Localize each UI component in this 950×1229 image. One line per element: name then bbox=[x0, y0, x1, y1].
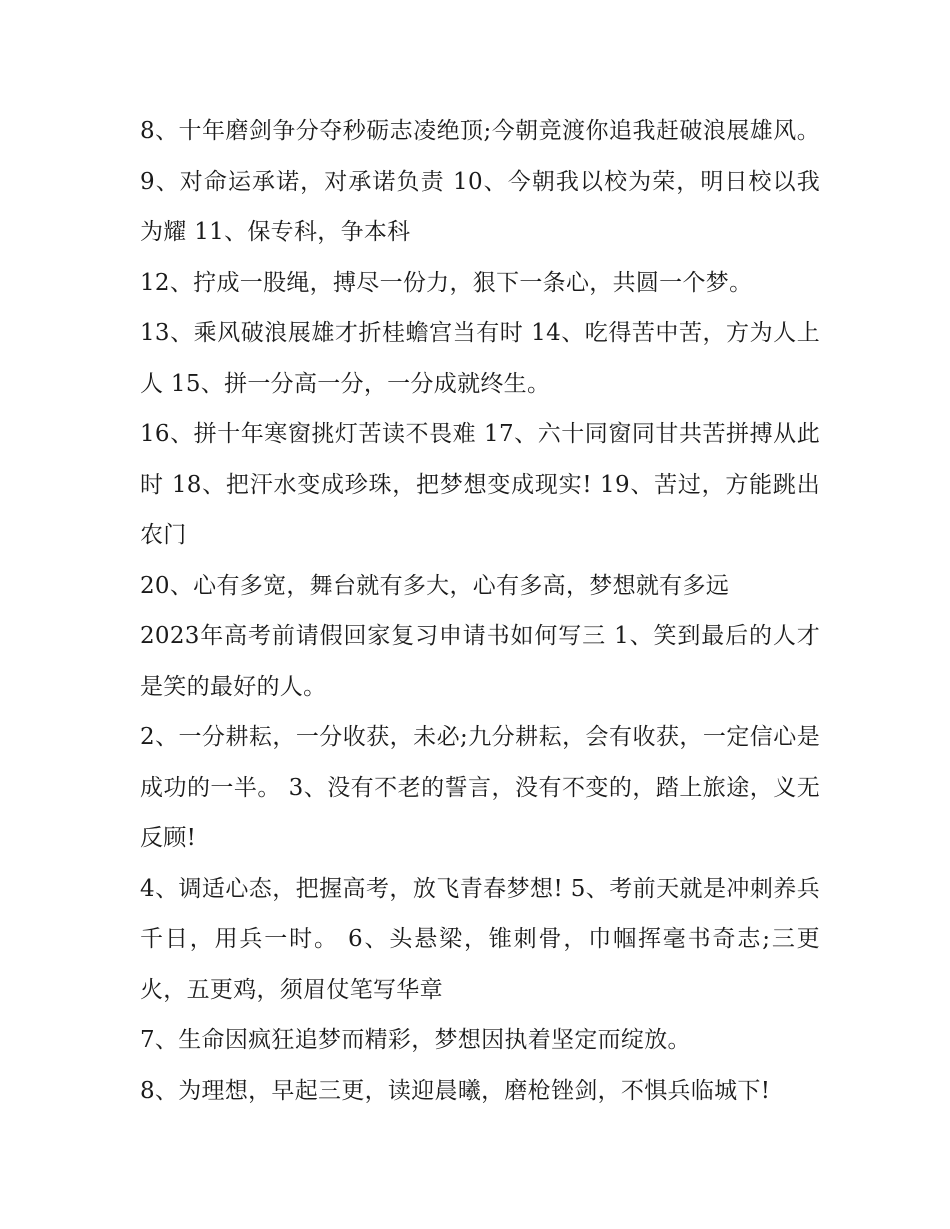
paragraph-1: 8、十年磨剑争分夺秒砺志凌绝顶;今朝竞渡你追我赶破浪展雄风。 9、对命运承诺，对承诺负责 10、今朝我以校为荣，明日校以我为耀 11、保专科，争本科 bbox=[140, 118, 828, 245]
paragraph-8: 4、调适心态，把握高考，放飞青春梦想! 5、考前天就是冲刺养兵千日，用兵一时。 6、头悬梁，锥刺骨，巾帼挥毫书奇志;三更火，五更鸡，须眉仗笔写华章 bbox=[140, 875, 820, 1003]
paragraph-2: 12、拧成一股绳，搏尽一份力，狠下一条心，共圆一个梦。 bbox=[140, 269, 753, 296]
paragraph-7: 2、一分耕耘，一分收获，未必;九分耕耘，会有收获，一定信心是成功的一半。 3、没有不老的誓言，没有不变的，踏上旅途，义无反顾! bbox=[140, 724, 820, 851]
paragraph-4: 16、拼十年寒窗挑灯苦读不畏难 17、六十同窗同甘共苦拼搏从此时 18、把汗水变成珍珠，把梦想变成现实! 19、苦过，方能跳出农门 bbox=[140, 421, 820, 548]
paragraph-5: 20、心有多宽，舞台就有多大，心有多高，梦想就有多远 bbox=[140, 572, 730, 599]
paragraph-6: 2023年高考前请假回家复习申请书如何写三 1、笑到最后的人才是笑的最好的人。 bbox=[140, 623, 820, 700]
paragraph-3: 13、乘风破浪展雄才折桂蟾宫当有时 14、吃得苦中苦，方为人上人 15、拼一分高一分，一分成就终生。 bbox=[140, 320, 820, 397]
paragraph-9: 7、生命因疯狂追梦而精彩，梦想因执着坚定而绽放。 bbox=[140, 1027, 691, 1053]
paragraph-10: 8、为理想，早起三更，读迎晨曦，磨枪锉剑，不惧兵临城下! bbox=[140, 1077, 771, 1104]
document-body bbox=[140, 106, 828, 1116]
